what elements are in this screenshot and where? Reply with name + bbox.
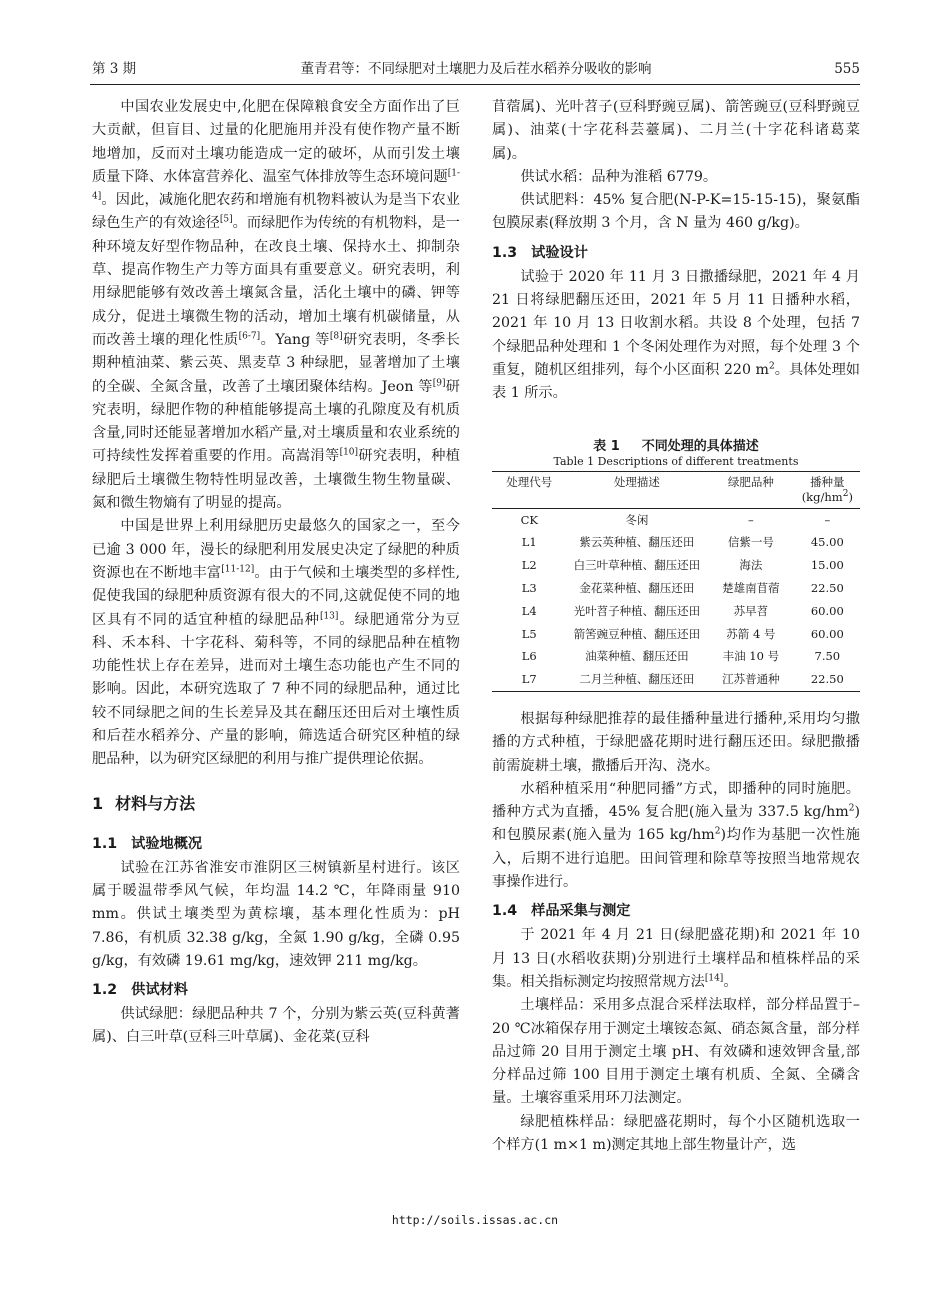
soil-sample-text: 土壤样品：采用多点混合采样法取样，部分样品置于–20 ℃冰箱保存用于测定土壤铵态氮、硝态氮含量，部分样品过筛 20 目用于测定土壤 pH、有效磷和速效钾含量,部分样品过筛 100 目用于测定土壤有机质、全氮、全磷含量。土壤容重采用环刀法测定。 bbox=[492, 997, 860, 1107]
table-header-cell: 处理描述 bbox=[567, 471, 708, 508]
citation: [13] bbox=[319, 610, 339, 621]
sowing-text: 根据每种绿肥推荐的最佳播种量进行播种,采用均匀撒播的方式种植，于绿肥盛花期时进行翻压还田。绿肥撒播前需旋耕土壤，撒播后开沟、浇水。 bbox=[492, 710, 860, 774]
materials-text: 供试绿肥：绿肥品种共 7 个，分别为紫云英(豆科黄蓍属)、白三叶草(豆科三叶草属)、金花菜(豆科 bbox=[92, 1006, 460, 1046]
running-header bbox=[92, 58, 860, 80]
header-rule bbox=[90, 84, 860, 85]
table-title-en: Table 1 Descriptions of different treatments bbox=[553, 454, 799, 468]
table-1 bbox=[492, 438, 860, 692]
design-text: 试验于 2020 年 11 月 3 日撒播绿肥，2021 年 4 月 21 日将绿肥翻压还田，2021 年 5 月 11 日播种水稻，2021 年 10 月 13 日收割水稻。共设 8 个处理，包括 7 个绿肥品种处理和 1 个冬闲处理作为对照，每个处理 3 个重复，随机区组排列，每个小区面积 220 $m^2$。具体处理如表 1 所示。 bbox=[492, 268, 860, 402]
left-column bbox=[92, 96, 460, 1050]
intro-paragraph-2: 中国是世界上利用绿肥历史最悠久的国家之一，至今已逾 3 000 年，漫长的绿肥利用发展史决定了绿肥的种质资源也在不断地丰富[11-12]。由于气候和土壤类型的多样性,促使我国的绿肥种质资源有很大的不同,这就促使不同的地区具有不同的适宜种植的绿肥品种[13]。绿肥通常分为豆科、禾本科、十字花科、菊科等，不同的绿肥品种在植物功能性状上存在差异，进而对土壤生态功能也产生不同的影响。因此，本研究选取了 7 种不同的绿肥品种，通过比较不同绿肥之间的生长差异及其在翻压还田后对土壤性质和后茬水稻养分、产量的影响，筛选适合研究区种植的绿肥品种，以为研究区绿肥的利用与推广提供理论依据。 bbox=[92, 518, 460, 768]
table-row: L1 紫云英种植、翻压还田 信紫一号 45.00 bbox=[521, 535, 844, 550]
sampling-text: 于 2021 年 4 月 21 日(绿肥盛花期)和 2021 年 10 月 13 日(水稻收获期)分别进行土壤样品和植株样品的采集。相关指标测定均按照常规方法[14]。 bbox=[492, 927, 860, 990]
page-number: 555 bbox=[834, 61, 860, 77]
citation: [10] bbox=[339, 447, 359, 458]
section-heading-1-4: 1.4 样品采集与测定 bbox=[492, 903, 631, 920]
citation: [5] bbox=[219, 214, 233, 225]
table-row: L4 光叶苕子种植、翻压还田 苏早苕 60.00 bbox=[521, 603, 844, 618]
section-heading-1-2: 1.2 供试材料 bbox=[92, 982, 188, 999]
citation: [6-7] bbox=[238, 331, 261, 342]
citation: [9] bbox=[432, 377, 446, 388]
section-heading-1: 1 材料与方法 bbox=[92, 793, 196, 813]
intro-paragraph-1: 中国农业发展史中,化肥在保障粮食安全方面作出了巨大贡献，但盲目、过量的化肥施用并没有使作物产量不断地增加，反而对土壤功能造成一定的破坏，从而引发土壤质量下降、水体富营养化、温室气体排放等生态环境问题[1-4]。因此，减施化肥农药和增施有机物料被认为是当下农业绿色生产的有效途径[5]。而绿肥作为传统的有机物料，是一种环境友好型作物品种，在改良土壤、保持水土、抑制杂草、提高作物生产力等方面具有重要意义。研究表明，利用绿肥能够有效改善土壤氮含量，活化土壤中的磷、钾等成分，促进土壤微生物的活动，增加土壤有机碳储量，从而改善土壤的理化性质[6-7]。Yang 等[8]研究表明，冬季长期种植油菜、紫云英、黑麦草 3 种绿肥，显著增加了土壤的全碳、全氮含量，改善了土壤团聚体结构。Jeon 等[9]研究表明，绿肥作物的种植能够提高土壤的孔隙度及有机质含量,同时还能显著增加水稻产量,对土壤质量和农业系统的可持续性发挥着重要的作用。高嵩涓等[10]研究表明，种植绿肥后土壤微生物特性明显改善，土壤微生物生物量碳、氮和微生物熵有了明显的提高。 bbox=[92, 99, 460, 512]
table-row: L3 金花菜种植、翻压还田 楚雄南苜蓿 22.50 bbox=[521, 580, 844, 595]
table-row: CK 冬闲 – – bbox=[520, 512, 831, 527]
citation: [1-4] bbox=[92, 168, 460, 202]
citation: [14] bbox=[704, 973, 724, 984]
running-title: 董青君等：不同绿肥对土壤肥力及后茬水稻养分吸收的影响 bbox=[300, 61, 652, 77]
rice-planting-text: 水稻种植采用“种肥同播”方式，即播种的同时施肥。播种方式为直播，45% 复合肥(施入量为 337.5 $kg/hm^2$)和包膜尿素(施入量为 165 $kg/hm^2$)均作为基肥一次性施入，后期不进行追肥。田间管理和除草等按照当地常规农事操作进行。 bbox=[492, 780, 860, 891]
table-row: L6 油菜种植、翻压还田 丰油 10 号 7.50 bbox=[521, 649, 841, 664]
section-heading-1-3: 1.3 试验设计 bbox=[492, 244, 588, 261]
table-row: L5 箭筈豌豆种植、翻压还田 苏箭 4 号 60.00 bbox=[521, 626, 844, 641]
citation: [8] bbox=[329, 331, 343, 342]
treatments-table bbox=[492, 471, 860, 692]
table-row: L7 二月兰种植、翻压还田 江苏普通种 22.50 bbox=[492, 668, 860, 691]
table-header-cell: 播种量 $(kg/hm^2)$ bbox=[795, 471, 860, 508]
materials-continued: 苜蓿属)、光叶苕子(豆科野豌豆属)、箭筈豌豆(豆科野豌豆属)、油菜(十字花科芸薹属)、二月兰(十字花科诸葛菜属)。 bbox=[492, 99, 860, 162]
rice-variety-text: 供试水稻：品种为淮稻 6779。 bbox=[520, 168, 718, 185]
footer-url: http://soils.issas.ac.cn bbox=[391, 1213, 559, 1227]
section-heading-1-1: 1.1 试验地概况 bbox=[92, 835, 203, 852]
issue-number: 第 3 期 bbox=[92, 61, 137, 77]
site-description: 试验在江苏省淮安市淮阴区三树镇新星村进行。该区属于暖温带季风气候，年均温 14.2 ℃，年降雨量 910 mm。供试土壤类型为黄棕壤，基本理化性质为：pH 7.86，有机质 32.38 g/kg，全氮 1.90 g/kg，全磷 0.95 g/kg，有效磷 19.61 mg/kg，速效钾 211 mg/kg。 bbox=[92, 859, 460, 969]
fertilizer-text: 供试肥料：45% 复合肥(N-P-K=15-15-15)，聚氨酯包膜尿素(释放期 3 个月，含 N 量为 460 g/kg)。 bbox=[492, 192, 860, 232]
plant-sample-text: 绿肥植株样品：绿肥盛花期时，每个小区随机选取一个样方(1 m×1 m)测定其地上部生物量计产，选 bbox=[492, 1113, 860, 1153]
table-title: 表 1 不同处理的具体描述 bbox=[593, 438, 759, 454]
table-row: L2 白三叶草种植、翻压还田 海法 15.00 bbox=[521, 558, 844, 573]
citation: [11-12] bbox=[221, 564, 255, 575]
table-header-cell: 绿肥品种 bbox=[707, 471, 795, 508]
right-column bbox=[492, 96, 860, 1157]
table-header-cell: 处理代号 bbox=[492, 471, 567, 508]
